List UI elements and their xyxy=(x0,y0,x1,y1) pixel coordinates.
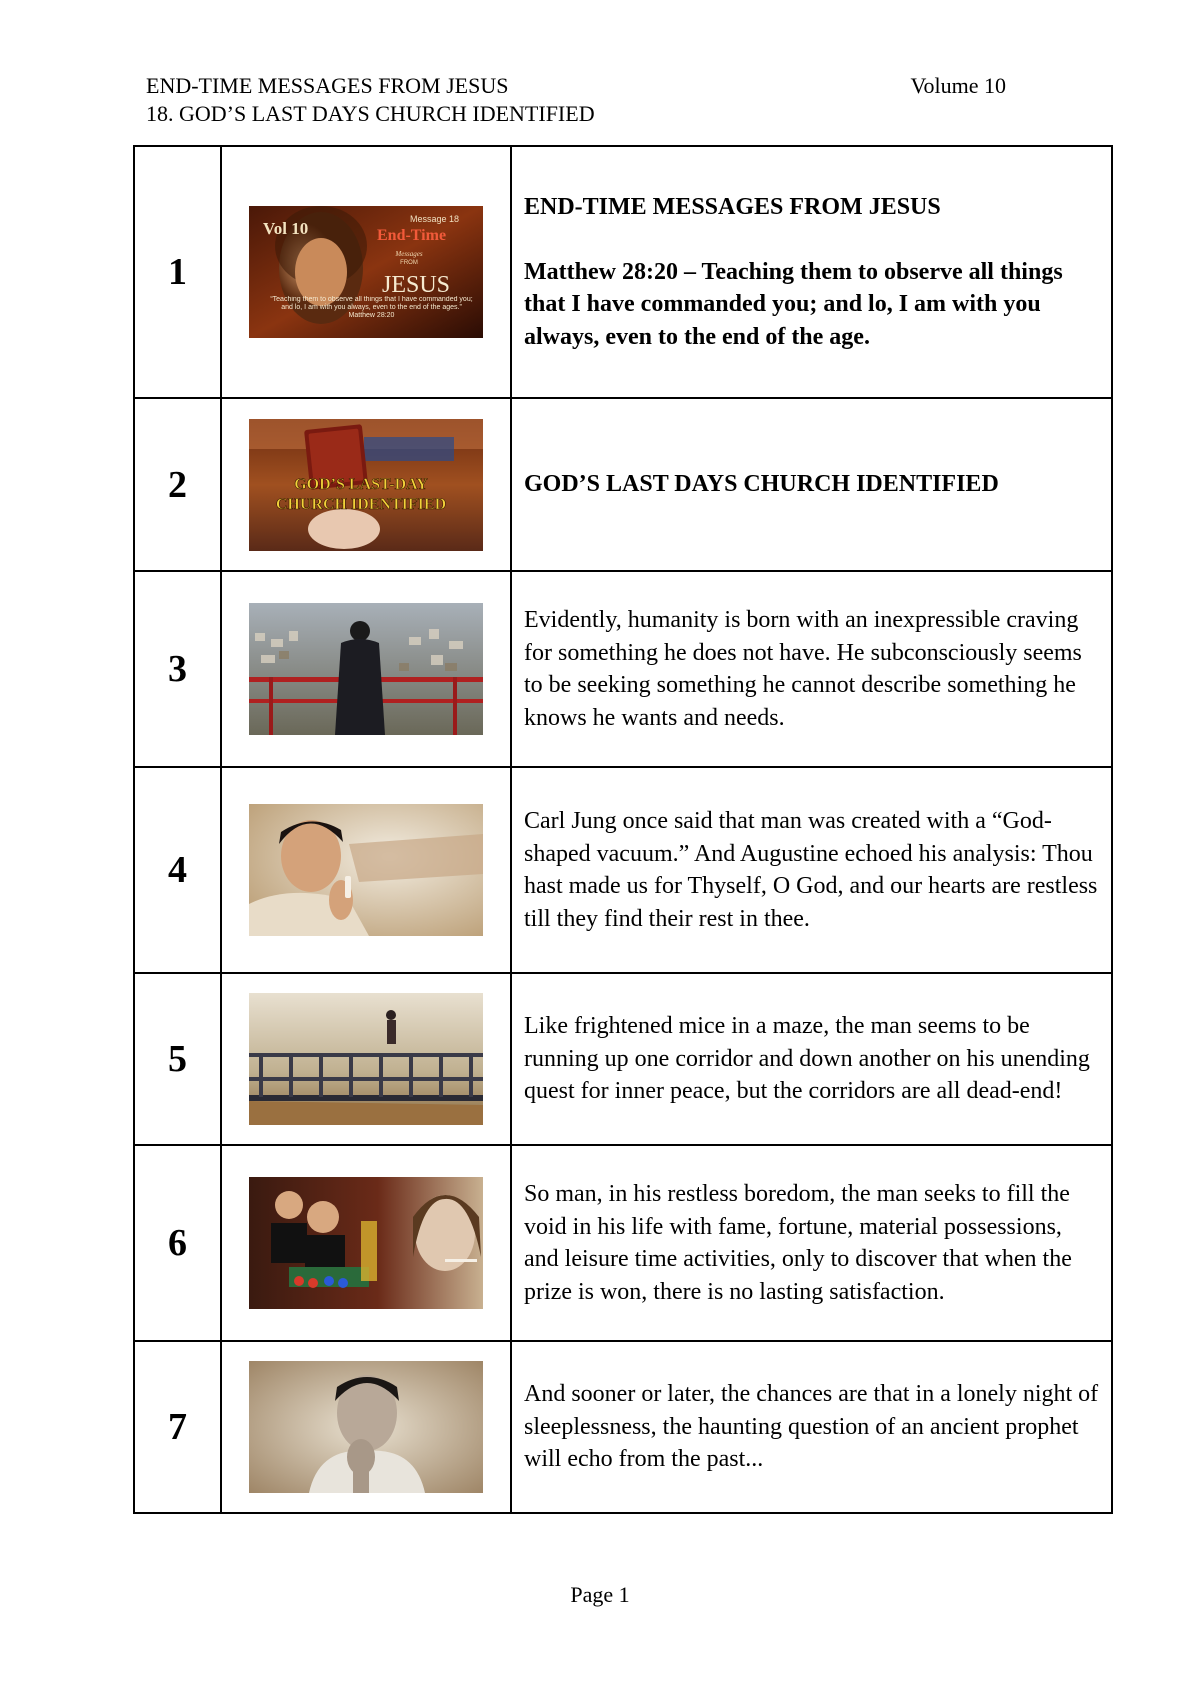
thinking-young-man-image xyxy=(249,804,483,936)
row-number: 3 xyxy=(134,571,221,767)
series-title: END-TIME MESSAGES FROM JESUS xyxy=(146,73,509,98)
volume-label: Volume 10 xyxy=(910,73,1006,98)
chapter-title: 18. GOD’S LAST DAYS CHURCH IDENTIFIED xyxy=(146,101,595,126)
cover-name-text: JESUS xyxy=(381,272,451,298)
row-text: So man, in his restless boredom, the man seeks to fill the void in his life with fame, fortune, material possessions, and leisure time activities, only to discover that when the prize is won, there is no lasting satisfaction. xyxy=(511,1145,1112,1341)
man-overlooking-city-image xyxy=(249,603,483,735)
row-text: GOD’S LAST DAYS CHURCH IDENTIFIED xyxy=(511,398,1112,571)
row-number: 7 xyxy=(134,1341,221,1513)
row-number: 5 xyxy=(134,973,221,1145)
cover-from-text: FROM xyxy=(400,260,418,266)
row-text: And sooner or later, the chances are that in a lonely night of sleeplessness, the haunting question of an ancient prophet will echo from the past... xyxy=(511,1341,1112,1513)
row-number: 1 xyxy=(134,146,221,398)
cover-quote-text: “Teaching them to observe all things that I have commanded you; and lo, I am with you always, even to the end of the ages.” Matthew 28:20 xyxy=(270,296,473,319)
row-text: Matthew 28:20 – Teaching them to observe all things that I have commanded you; and lo, I am with you always, even to the end of the age. xyxy=(524,258,1063,350)
bible-stadium-title-image xyxy=(249,419,483,551)
row-text: Carl Jung once said that man was created with a “God-shaped vacuum.” And Augustine echoed his analysis: Thou hast made us for Thyself, O God, and our hearts are restless till they find their rest in thee. xyxy=(511,767,1112,973)
title-image-line2: CHURCH IDENTIFIED xyxy=(275,495,447,513)
table-row xyxy=(134,398,1112,571)
gambling-and-smoking-collage-image xyxy=(249,1177,483,1309)
page-header xyxy=(146,72,1006,128)
row-title: END-TIME MESSAGES FROM JESUS xyxy=(524,194,941,220)
cover-badge-text: Message 18 xyxy=(409,214,459,224)
storyboard-table xyxy=(133,145,1113,1514)
page-number: Page 1 xyxy=(570,1582,630,1607)
table-row xyxy=(134,767,1112,973)
man-on-bridge-image xyxy=(249,993,483,1125)
table-row xyxy=(134,1145,1112,1341)
row-text: Evidently, humanity is born with an inexpressible craving for something he does not have. He subconsciously seems to be seeking something he cannot describe something he knows he wants and needs. xyxy=(511,571,1112,767)
cover-vol-text: Vol 10 xyxy=(263,219,309,238)
row-number: 2 xyxy=(134,398,221,571)
table-row xyxy=(134,146,1112,398)
cover-sub-text: Messages xyxy=(395,250,423,258)
pensive-man-image xyxy=(249,1361,483,1493)
row-text: Like frightened mice in a maze, the man seems to be running up one corridor and down another on his unending quest for inner peace, but the corridors are all dead-end! xyxy=(511,973,1112,1145)
title-image-line1: GOD’S LAST-DAY xyxy=(294,475,428,493)
table-row xyxy=(134,973,1112,1145)
cover-series-text: End-Time xyxy=(377,227,447,244)
row-number: 4 xyxy=(134,767,221,973)
row-number: 6 xyxy=(134,1145,221,1341)
table-row xyxy=(134,571,1112,767)
jesus-volume-cover-image xyxy=(249,206,483,338)
table-row xyxy=(134,1341,1112,1513)
